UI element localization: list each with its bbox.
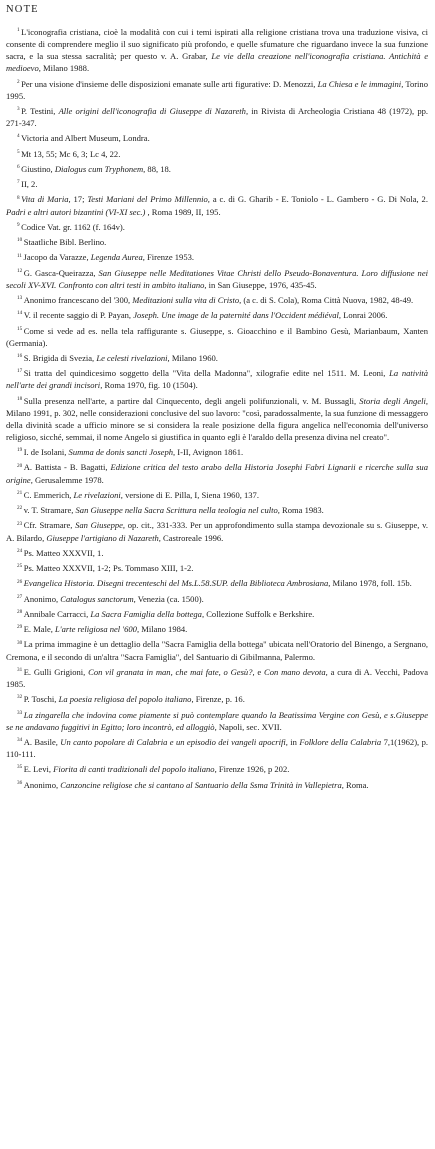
- note-text-segment: E. Levi,: [23, 764, 54, 775]
- note-text-segment: , Lonrai 2006.: [338, 310, 388, 321]
- note-text-segment: I. de Isolani,: [23, 447, 69, 458]
- note-text-segment: , Gerusalemme 1978.: [30, 474, 104, 485]
- note-text: [6, 194, 428, 216]
- note-text: [6, 667, 428, 689]
- notes-heading: NOTE: [6, 4, 39, 15]
- note-text-segment: Codice Vat. gr. 1162 (f. 164v).: [21, 221, 125, 232]
- note-title-italic: Canzoncine religiose che si cantano al Santuario della Ssma Trinità in Vallepietra: [60, 779, 342, 790]
- note-title-italic: La zingarella che indovina come piamente si può contemplare quando la Beatissima Vergine con Gesù, e s.Giuseppe se ne andavano fuggitivi in Egitto; loro incontrò, ed alloggiò: [6, 709, 428, 732]
- note-text: [24, 548, 104, 558]
- note-item: [6, 562, 428, 574]
- note-text-segment: S. Brigida di Svezia,: [23, 352, 97, 363]
- note-text-segment: Jacopo da Varazze,: [23, 252, 91, 263]
- note-item: [6, 666, 428, 690]
- note-item: [6, 504, 428, 516]
- note-title-italic: San Giuseppe nella Sacra Scrittura nella teologia nel culto: [75, 505, 278, 516]
- note-number: 32: [17, 694, 23, 701]
- note-text-segment: P. Testini,: [21, 105, 59, 116]
- note-item: [6, 221, 428, 233]
- note-text-segment: G. Gasca-Queirazza,: [23, 267, 99, 278]
- note-number: 33: [17, 709, 23, 716]
- note-number: 19: [17, 447, 23, 454]
- note-number: 31: [17, 667, 23, 673]
- note-text-segment: Anonimo,: [23, 593, 61, 604]
- note-text: [6, 368, 428, 390]
- note-text-segment: II, 2.: [21, 179, 38, 190]
- note-title-italic: Con vil granata in man, che mai fate, o Gesù?: [88, 666, 253, 677]
- note-number: 23: [17, 520, 23, 527]
- note-text-segment: , a c. di G. Gharib - E. Toniolo - L. Gambero - G. Di Nola, 2.: [207, 194, 428, 205]
- note-text-segment: , Roma 1970, fig. 10 (1504).: [100, 380, 198, 391]
- note-text-segment: Per una visione d'insieme delle disposizioni emanate sulle arti figurative: D. Menozzi,: [21, 78, 318, 89]
- note-number: 5: [17, 148, 20, 155]
- note-title-italic: Meditazioni sulla vita di Cristo: [132, 295, 240, 306]
- note-text: [6, 737, 428, 759]
- note-title-italic: L'arte religiosa nel '600: [55, 624, 137, 635]
- note-text: [24, 764, 290, 774]
- note-item: [6, 577, 428, 589]
- note-title-italic: Storia degli Angeli: [359, 395, 426, 406]
- note-item: [6, 325, 428, 349]
- note-item: [6, 763, 428, 775]
- note-title-italic: Fiorita di canti tradizionali del popolo italiano: [53, 764, 215, 775]
- note-item: [6, 519, 428, 543]
- note-title-italic: Testi Mariani del Primo Millennio: [87, 194, 208, 205]
- note-number: 12: [17, 267, 23, 274]
- note-title-italic: Joseph. Une image de la paternité dans l'Occident médiéval: [133, 310, 339, 321]
- note-item: [6, 367, 428, 391]
- note-text: [6, 27, 428, 73]
- note-text: [24, 310, 388, 320]
- note-text: [6, 326, 428, 348]
- note-number: 14: [17, 310, 23, 317]
- note-item: [6, 693, 428, 705]
- note-number: 10: [17, 237, 23, 244]
- note-item: [6, 779, 428, 791]
- note-text-segment: , (a c. di S. Cola), Roma Città Nuova, 1982, 48-49.: [239, 295, 414, 306]
- note-title-italic: Con mano devota: [264, 666, 326, 677]
- note-text: [21, 149, 120, 159]
- note-number: 13: [17, 295, 23, 302]
- note-number: 18: [17, 395, 23, 402]
- note-number: 30: [17, 639, 23, 646]
- note-text-segment: Si tratta del quindicesimo soggetto della "Vita della Madonna", xilografie edite nel 1511. M. Leoni,: [23, 368, 390, 379]
- note-number: 3: [17, 106, 20, 113]
- note-text-segment: Anonimo francescano del '300,: [23, 295, 133, 306]
- note-number: 9: [17, 221, 20, 228]
- note-text-segment: , Milano 1960.: [167, 352, 218, 363]
- note-number: 24: [17, 547, 23, 554]
- note-item: [6, 446, 428, 458]
- note-title-italic: Le celesti rivelazioni: [96, 352, 168, 363]
- note-number: 29: [17, 624, 23, 631]
- note-number: 21: [17, 490, 23, 496]
- note-title-italic: Vita di Maria: [21, 194, 69, 205]
- note-item: [6, 638, 428, 662]
- note-text: [6, 79, 428, 101]
- note-title-italic: La poesia religiosa del popolo italiano: [58, 694, 192, 705]
- note-text: [6, 268, 428, 290]
- note-text-segment: , Torino 1995.: [6, 78, 428, 101]
- note-text-segment: Sulla presenza nell'arte, a partire dal Cinquecento, degli angeli polifunzionali, v. M. Bussagli,: [23, 395, 360, 406]
- note-text-segment: , a cura di A. Vecchi, Padova 1985.: [6, 666, 428, 689]
- note-item: [6, 78, 428, 102]
- note-text-segment: Staatliche Bibl. Berlino.: [23, 237, 107, 248]
- note-text-segment: E. Male,: [23, 624, 56, 635]
- note-text-segment: , Firenze, p. 16.: [191, 694, 245, 705]
- note-number: 4: [17, 133, 20, 140]
- note-item: [6, 623, 428, 635]
- note-text-segment: , Roma 1983.: [277, 505, 324, 516]
- note-text: [6, 639, 428, 661]
- note-text-segment: Mt 13, 55; Mc 6, 3; Lc 4, 22.: [21, 148, 121, 159]
- note-item: [6, 593, 428, 605]
- note-item: [6, 105, 428, 129]
- note-text-segment: Ps. Matteo XXXVII, 1.: [23, 547, 104, 558]
- note-title-italic: La Sacra Famiglia della bottega: [90, 608, 202, 619]
- note-text-segment: La prima immagine è un dettaglio della "Sacra Famiglia della bottega" ubicata nell'Oratorio del Binengo, a Sergnano, Cremona, e il secondo di un'altra "Sacra Famiglia", del Santuario di Gibilmanna, Palermo.: [6, 639, 428, 662]
- note-item: [6, 236, 428, 248]
- note-number: 34: [17, 737, 23, 744]
- note-text: [24, 609, 315, 619]
- note-title-italic: Le vie della creazione nell'iconografia cristiana. Antichità e medioevo: [6, 51, 428, 74]
- note-text-segment: , 17;: [68, 194, 88, 205]
- note-item: [6, 309, 428, 321]
- note-text: [21, 179, 37, 189]
- note-number: 22: [17, 505, 23, 512]
- note-text-segment: , versione di E. Pilla, I, Siena 1960, 137.: [120, 489, 259, 500]
- note-text-segment: , op. cit., 331-333. Per un approfondimento sulla stampa devozionale su s. Giuseppe, v. A. Bilardo,: [6, 520, 428, 543]
- note-title-italic: Giuseppe l'artigiano di Nazareth: [46, 532, 159, 543]
- note-text-segment: A. Basile,: [23, 736, 61, 747]
- note-item: [6, 395, 428, 443]
- note-text: [24, 694, 245, 704]
- note-text-segment: Cfr. Stramare,: [23, 520, 76, 531]
- note-text: [24, 563, 194, 573]
- note-text: [24, 237, 107, 247]
- note-text-segment: Victoria and Albert Museum, Londra.: [21, 133, 150, 144]
- note-number: 11: [17, 252, 22, 259]
- note-text-segment: v. T. Stramare,: [23, 505, 76, 516]
- note-text: [24, 578, 412, 588]
- note-text: [24, 780, 369, 790]
- note-number: 1: [17, 27, 20, 34]
- note-title-italic: Catalogus sanctorum: [60, 593, 134, 604]
- note-item: [6, 352, 428, 364]
- note-title-italic: Un canto popolare di Calabria e un episodio dei vangeli apocrifi: [60, 736, 286, 747]
- note-title-italic: La natività nell'arte dei grandi incisori: [6, 368, 428, 391]
- note-item: [6, 163, 428, 175]
- notes-list: [6, 26, 428, 791]
- note-text: [24, 594, 204, 604]
- note-text-segment: , Milano 1984.: [136, 624, 188, 635]
- note-title-italic: Summa de donis sancti Joseph: [68, 447, 173, 458]
- note-text-segment: , Milano 1988.: [38, 63, 90, 74]
- note-text-segment: Come si vede ad es. nella tela raffigurante s. Giuseppe, s. Gioacchino e il Bambino Gesù, Marianbaum, Xanten (Germania).: [6, 325, 428, 348]
- note-text-segment: , Napoli, sec. XVII.: [214, 721, 282, 732]
- note-text-segment: L'iconografia cristiana, cioè la modalità con cui i temi ispirati alla religione cristiana trova una traduzione visiva, ci consente di comprendere meglio il suo significato più profondo, e quelle sfumature che riguardano invece la sua funzione sacra, e la sua stessa sacralità; per questo v. A. Grabar,: [6, 27, 428, 62]
- note-item: [6, 26, 428, 74]
- note-text: [6, 462, 428, 484]
- note-number: 25: [17, 563, 23, 570]
- note-text: [21, 133, 150, 143]
- note-text: [6, 106, 428, 128]
- note-text: [24, 490, 259, 500]
- note-item: [6, 489, 428, 501]
- note-item: [6, 193, 428, 217]
- note-item: [6, 736, 428, 760]
- note-text-segment: , Milano 1978, foll. 15b.: [328, 578, 412, 589]
- note-text-segment: , Firenze 1953.: [142, 252, 195, 263]
- note-text-segment: 7,1(1962), p. 110-111.: [6, 736, 428, 759]
- note-number: 35: [17, 764, 23, 771]
- note-number: 17: [17, 368, 23, 375]
- note-text-segment: , I-II, Avignon 1861.: [173, 447, 244, 458]
- note-text-segment: , Firenze 1926, p 202.: [214, 764, 290, 775]
- note-number: 16: [17, 353, 23, 360]
- note-title-italic: Edizione critica del testo arabo della Historia Josephi Fabri Lignarii e ricerche sulla sua origine: [6, 462, 428, 485]
- note-title-italic: San Giuseppe nelle Meditationes Vitae Christi dello Pseudo-Bonaventura. Loro diffusione nei secoli XV-XVI. Confronto con altri testi in ambito italiano: [6, 267, 428, 290]
- note-text-segment: Annibale Carracci,: [23, 608, 91, 619]
- note-text: [24, 353, 218, 363]
- note-text-segment: , in San Giuseppe, 1976, 435-45.: [204, 279, 317, 290]
- note-number: 7: [17, 179, 20, 186]
- note-text: [24, 447, 243, 457]
- note-title-italic: Legenda Aurea: [90, 252, 143, 263]
- note-text-segment: , Roma 1989, II, 195.: [145, 206, 221, 217]
- note-number: 20: [17, 462, 23, 469]
- note-text: [24, 624, 188, 634]
- note-text-segment: C. Emmerich,: [23, 489, 74, 500]
- note-item: [6, 608, 428, 620]
- note-title-italic: San Giuseppe: [75, 520, 123, 531]
- note-text: [21, 164, 171, 174]
- note-text: [24, 295, 413, 305]
- note-text-segment: , 88, 18.: [143, 163, 171, 174]
- note-number: 8: [17, 194, 20, 201]
- note-title-italic: Dialogus cum Tryphonem: [54, 163, 144, 174]
- note-text-segment: , Milano 1991, p. 302, nelle considerazioni conclusive del suo lavoro: "così, paradossalmente, la sua funzione di messaggero della divinità scade a ufficio minore se si considera la reale posizione della figura angelica nell'economia dell'universo religioso, sicché, semmai, il nome Angelo si giustifica in quanto egli è l'araldo della presenza divina nel creato".: [6, 395, 429, 442]
- note-title-italic: Evangelica Historia. Disegni trecenteschi del Ms.L.58.SUP. della Biblioteca Ambrosiana: [23, 578, 329, 589]
- note-text-segment: , Roma.: [341, 779, 369, 790]
- note-text-segment: , in: [285, 736, 300, 747]
- note-item: [6, 461, 428, 485]
- note-number: 2: [17, 78, 20, 85]
- note-text-segment: , Castroreale 1996.: [158, 532, 224, 543]
- note-item: [6, 251, 428, 263]
- note-text-segment: , Venezia (ca. 1500).: [133, 593, 204, 604]
- note-number: 36: [17, 779, 23, 786]
- note-text-segment: , Collezione Suffolk e Berkshire.: [201, 608, 315, 619]
- note-item: [6, 709, 428, 733]
- note-text-segment: Anonimo,: [23, 779, 61, 790]
- note-text-segment: Giustino,: [21, 163, 55, 174]
- note-number: 28: [17, 609, 23, 616]
- note-title-italic: Alle origini dell'iconografia di Giuseppe di Nazareth: [58, 105, 246, 116]
- note-item: [6, 148, 428, 160]
- note-text-segment: P. Toschi,: [23, 694, 59, 705]
- note-text-segment: A. Battista - B. Bagatti,: [23, 462, 111, 473]
- note-text: [6, 520, 428, 542]
- note-number: 26: [17, 578, 23, 585]
- note-text-segment: Ps. Matteo XXXVII, 1-2; Ps. Tommaso XIII, 1-2.: [23, 563, 194, 574]
- note-number: 15: [17, 325, 23, 332]
- note-title-italic: Folklore della Calabria: [299, 736, 382, 747]
- note-item: [6, 132, 428, 144]
- note-title-italic: La Chiesa e le immagini: [317, 78, 402, 89]
- note-text: [24, 252, 195, 262]
- note-text-segment: V. il recente saggio di P. Payan,: [23, 310, 134, 321]
- note-title-italic: Padri e altri autori bizantini (VI-XI sec.): [6, 206, 146, 217]
- note-title-italic: Le rivelazioni: [73, 489, 121, 500]
- note-text-segment: E. Gulli Grigioni,: [23, 666, 89, 677]
- note-text: [21, 222, 125, 232]
- note-text: [6, 396, 428, 442]
- note-item: [6, 178, 428, 190]
- note-item: [6, 294, 428, 306]
- note-item: [6, 547, 428, 559]
- note-text: [24, 505, 324, 515]
- note-number: 6: [17, 164, 20, 171]
- note-number: 27: [17, 593, 23, 600]
- note-text: [6, 710, 428, 732]
- note-item: [6, 267, 428, 291]
- note-text-segment: , e: [252, 666, 265, 677]
- note-text-segment: , in Rivista di Archeologia Cristiana 48 (1972), pp. 271-347.: [6, 105, 429, 129]
